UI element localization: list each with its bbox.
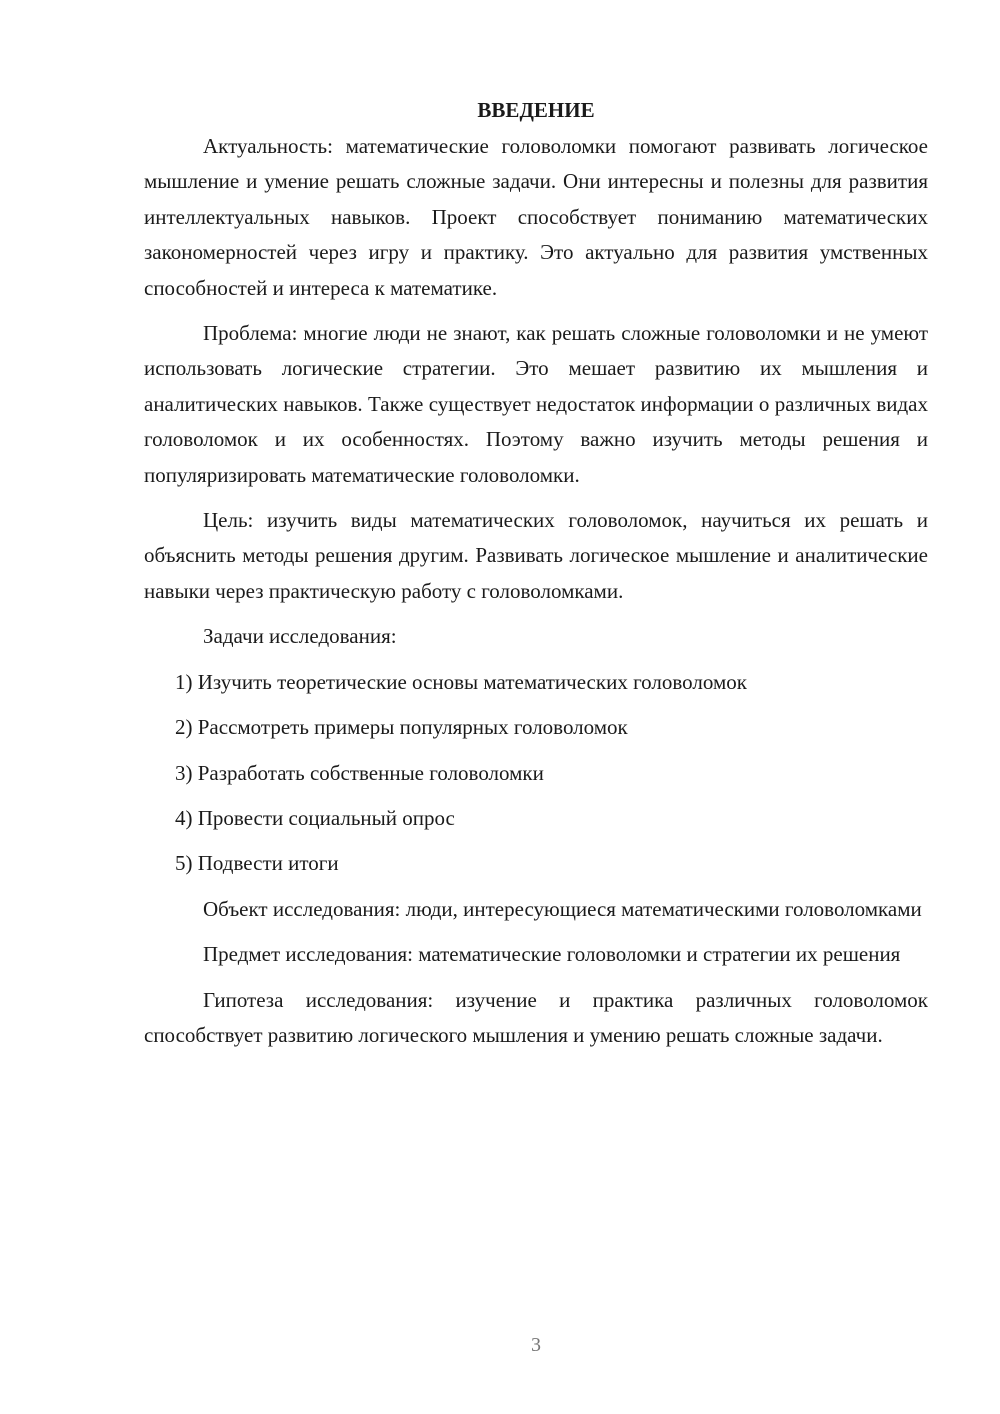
page-number: 3 — [531, 1334, 541, 1356]
paragraph-relevance: Актуальность: математические головоломки помогают развивать логическое мышление и умение решать сложные задачи. Они интересны и полезны для развития интеллектуальных навыков. Проект способствует пониманию математических закономерностей через игру и практику. Это актуально для развития умственных способностей и интереса к математике. — [144, 134, 928, 300]
tasks-heading: Задачи исследования: — [203, 624, 397, 649]
paragraph-subject: Предмет исследования: математические головоломки и стратегии их решения — [203, 942, 901, 967]
list-item: 1) Изучить теоретические основы математических головоломок — [175, 669, 747, 694]
list-item: 5) Подвести итоги — [175, 851, 339, 876]
page-title: ВВЕДЕНИЕ — [477, 98, 595, 122]
tasks-list — [144, 665, 928, 882]
list-item: 2) Рассмотреть примеры популярных головоломок — [175, 715, 628, 740]
paragraph-hypothesis: Гипотеза исследования: изучение и практика различных головоломок способствует развитию логического мышления и умению решать сложные задачи. — [144, 987, 928, 1047]
paragraph-problem: Проблема: многие люди не знают, как решать сложные головоломки и не умеют использовать логические стратегии. Это мешает развитию их мышления и аналитических навыков. Также существует недостаток информации о различных видах головоломок и их особенностях. Поэтому важно изучить методы решения и популяризировать математические головоломки. — [144, 321, 928, 487]
list-item: 4) Провести социальный опрос — [175, 805, 455, 830]
document-page — [144, 92, 928, 1063]
paragraph-goal: Цель: изучить виды математических головоломок, научиться их решать и объяснить методы решения другим. Развивать логическое мышление и аналитические навыки через практическую работу с головоломками. — [144, 508, 928, 603]
paragraph-object: Объект исследования: люди, интересующиеся математическими головоломками — [203, 896, 922, 921]
list-item: 3) Разработать собственные головоломки — [175, 760, 544, 785]
